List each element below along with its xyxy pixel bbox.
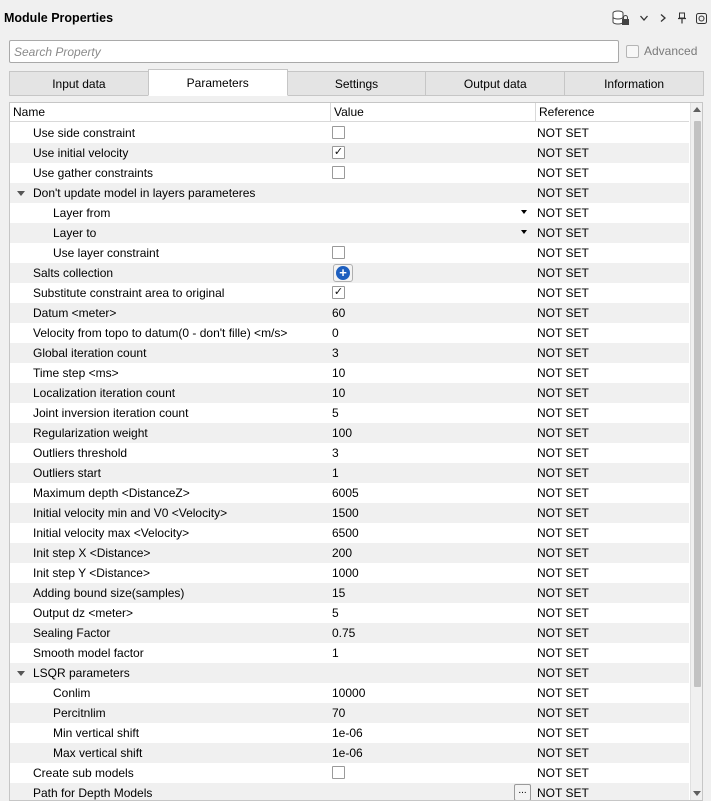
property-row[interactable]	[10, 623, 689, 643]
property-reference[interactable]: NOT SET	[537, 706, 589, 720]
property-value[interactable]: 6005	[332, 486, 359, 500]
property-reference[interactable]: NOT SET	[537, 726, 589, 740]
property-value-cell[interactable]	[331, 783, 534, 801]
property-value[interactable]: 100	[332, 426, 353, 440]
header-value[interactable]: Value	[331, 103, 536, 122]
property-name-cell	[10, 383, 330, 403]
expand-toggle-icon[interactable]	[16, 183, 26, 203]
property-row[interactable]	[10, 783, 689, 801]
property-reference[interactable]: NOT SET	[537, 546, 589, 560]
property-value-cell[interactable]	[331, 463, 534, 483]
property-name-cell	[10, 583, 330, 603]
property-value-cell[interactable]	[331, 183, 534, 203]
property-value-cell[interactable]	[331, 663, 534, 683]
add-collection-button[interactable]	[333, 264, 353, 282]
property-name-cell	[10, 743, 330, 763]
property-value[interactable]: 6500	[332, 526, 359, 540]
property-label: Regularization weight	[33, 426, 148, 440]
property-name-cell	[10, 703, 330, 723]
property-value-cell[interactable]	[331, 243, 534, 263]
property-reference[interactable]: NOT SET	[537, 326, 589, 340]
property-value[interactable]: 1e-06	[332, 726, 363, 740]
property-value[interactable]: 10	[332, 366, 346, 380]
property-value-cell[interactable]	[331, 563, 534, 583]
grid-header	[10, 103, 689, 122]
property-value-cell[interactable]	[331, 623, 534, 643]
property-row[interactable]	[10, 403, 689, 423]
property-row[interactable]	[10, 443, 689, 463]
property-value-cell[interactable]	[331, 603, 534, 623]
property-name-cell	[10, 563, 330, 583]
property-label: Use layer constraint	[53, 246, 160, 260]
property-name-cell	[10, 643, 330, 663]
property-value-cell[interactable]	[331, 523, 534, 543]
property-reference[interactable]: NOT SET	[537, 506, 589, 520]
property-value-cell[interactable]	[331, 263, 534, 283]
property-value-cell[interactable]	[331, 403, 534, 423]
property-label: Maximum depth <DistanceZ>	[33, 486, 190, 500]
property-row[interactable]	[10, 283, 689, 303]
tab-information[interactable]: Information	[564, 71, 704, 96]
property-row[interactable]	[10, 763, 689, 783]
vertical-scrollbar[interactable]	[690, 103, 703, 800]
property-reference[interactable]: NOT SET	[537, 646, 589, 660]
property-row[interactable]	[10, 123, 689, 143]
property-name-cell	[10, 503, 330, 523]
property-label: Salts collection	[33, 266, 114, 280]
property-checkbox[interactable]	[332, 246, 345, 259]
property-value[interactable]: 70	[332, 706, 346, 720]
property-reference[interactable]: NOT SET	[537, 226, 589, 240]
property-label: Time step <ms>	[33, 366, 119, 380]
database-lock-icon[interactable]	[612, 10, 630, 26]
property-name-cell	[10, 783, 330, 801]
property-reference[interactable]: NOT SET	[537, 526, 589, 540]
property-value-cell[interactable]	[331, 643, 534, 663]
property-checkbox[interactable]: ✓	[333, 286, 344, 298]
property-value[interactable]: 60	[332, 306, 346, 320]
property-value-cell[interactable]	[331, 483, 534, 503]
property-value[interactable]: 200	[332, 546, 353, 560]
title-bar-icons	[612, 9, 707, 27]
property-value-cell[interactable]	[331, 583, 534, 603]
property-row[interactable]	[10, 703, 689, 723]
property-label: Conlim	[53, 686, 91, 700]
property-value-cell[interactable]	[331, 283, 534, 303]
property-label: Output dz <meter>	[33, 606, 134, 620]
property-reference[interactable]: NOT SET	[537, 406, 589, 420]
property-name-cell	[10, 283, 330, 303]
property-reference[interactable]: NOT SET	[537, 166, 589, 180]
property-value[interactable]: 3	[332, 446, 339, 460]
property-label: Max vertical shift	[53, 746, 143, 760]
property-row[interactable]	[10, 743, 689, 763]
property-value[interactable]: 1000	[332, 566, 359, 580]
property-value[interactable]: 1	[332, 466, 339, 480]
chevron-right-icon[interactable]	[658, 10, 668, 26]
property-label: Use side constraint	[33, 126, 136, 140]
property-name-cell	[10, 203, 330, 223]
property-name-cell	[10, 163, 330, 183]
property-reference[interactable]: NOT SET	[537, 686, 589, 700]
property-name-cell	[10, 623, 330, 643]
property-value-cell[interactable]	[331, 223, 534, 243]
property-name-cell	[10, 343, 330, 363]
property-reference[interactable]: NOT SET	[537, 446, 589, 460]
property-value-cell[interactable]	[331, 363, 534, 383]
property-name-cell	[10, 323, 330, 343]
property-name-cell	[10, 443, 330, 463]
property-name-cell	[10, 263, 330, 283]
property-name-cell	[10, 123, 330, 143]
property-grid	[9, 102, 703, 801]
property-name-cell	[10, 763, 330, 783]
search-box[interactable]	[9, 40, 619, 63]
property-reference[interactable]: NOT SET	[537, 146, 589, 160]
property-value-cell[interactable]	[331, 203, 534, 223]
property-value-cell[interactable]	[331, 543, 534, 563]
scrollbar-thumb[interactable]	[694, 121, 701, 687]
property-row[interactable]	[10, 503, 689, 523]
property-value-cell[interactable]	[331, 303, 534, 323]
property-row[interactable]	[10, 223, 689, 243]
property-row[interactable]	[10, 383, 689, 403]
property-label: Smooth model factor	[33, 646, 144, 660]
property-row[interactable]	[10, 163, 689, 183]
property-value-cell[interactable]	[331, 423, 534, 443]
property-row[interactable]	[10, 583, 689, 603]
property-reference[interactable]: NOT SET	[537, 286, 589, 300]
property-value-cell[interactable]	[331, 123, 534, 143]
property-name-cell	[10, 683, 330, 703]
property-name-cell	[10, 483, 330, 503]
property-reference[interactable]: NOT SET	[537, 246, 589, 260]
property-label: Datum <meter>	[33, 306, 117, 320]
property-name-cell	[10, 543, 330, 563]
tab-output-data[interactable]: Output data	[425, 71, 565, 96]
property-label: Don't update model in layers parameteres	[33, 186, 256, 200]
property-reference[interactable]: NOT SET	[537, 766, 589, 780]
property-row[interactable]	[10, 203, 689, 223]
scroll-up-icon[interactable]	[693, 107, 701, 112]
property-row[interactable]	[10, 143, 689, 163]
property-name-cell	[10, 223, 330, 243]
property-value[interactable]: 10000	[332, 686, 366, 700]
chevron-down-icon[interactable]	[639, 10, 649, 26]
property-reference[interactable]: NOT SET	[537, 746, 589, 760]
property-value[interactable]: 3	[332, 346, 339, 360]
property-row[interactable]	[10, 343, 689, 363]
property-name-cell	[10, 663, 330, 683]
property-label: Velocity from topo to datum(0 - don't fille) <m/s>	[33, 326, 288, 340]
property-reference[interactable]: NOT SET	[537, 786, 589, 800]
dropdown-arrow-icon[interactable]	[521, 210, 527, 214]
property-value-cell[interactable]	[331, 703, 534, 723]
property-row[interactable]	[10, 323, 689, 343]
property-name-cell	[10, 143, 330, 163]
property-name-cell	[10, 403, 330, 423]
property-value-cell[interactable]	[331, 763, 534, 783]
property-row[interactable]	[10, 363, 689, 383]
advanced-checkbox[interactable]	[626, 45, 639, 58]
property-name-cell	[10, 423, 330, 443]
property-value-cell[interactable]	[331, 143, 534, 163]
property-value[interactable]: 5	[332, 406, 339, 420]
close-icon[interactable]	[696, 10, 707, 26]
property-label: Init step Y <Distance>	[33, 566, 150, 580]
scroll-down-icon[interactable]	[693, 791, 701, 796]
property-label: Substitute constraint area to original	[33, 286, 225, 300]
property-value[interactable]: 5	[332, 606, 339, 620]
property-value-cell[interactable]	[331, 323, 534, 343]
property-row[interactable]	[10, 683, 689, 703]
property-checkbox[interactable]	[332, 166, 345, 179]
property-value[interactable]: 0	[332, 326, 339, 340]
property-label: Init step X <Distance>	[33, 546, 151, 560]
property-label: Layer from	[53, 206, 111, 220]
property-row[interactable]	[10, 483, 689, 503]
property-checkbox[interactable]	[332, 126, 345, 139]
property-label: Percitnlim	[53, 706, 106, 720]
advanced-label: Advanced	[644, 44, 698, 58]
property-value[interactable]: 1500	[332, 506, 359, 520]
property-row[interactable]	[10, 243, 689, 263]
property-label: Min vertical shift	[53, 726, 140, 740]
property-checkbox[interactable]	[332, 766, 345, 779]
property-name-cell	[10, 603, 330, 623]
property-value-cell[interactable]	[331, 163, 534, 183]
property-row[interactable]	[10, 643, 689, 663]
property-value[interactable]: 1e-06	[332, 746, 363, 760]
tab-parameters[interactable]: Parameters	[148, 69, 288, 96]
property-name-cell	[10, 463, 330, 483]
property-row[interactable]	[10, 303, 689, 323]
property-label: Outliers threshold	[33, 446, 128, 460]
property-value[interactable]: 0.75	[332, 626, 356, 640]
property-value[interactable]: 10	[332, 386, 346, 400]
property-reference[interactable]: NOT SET	[537, 626, 589, 640]
dropdown-arrow-icon[interactable]	[521, 230, 527, 234]
property-label: Initial velocity min and V0 <Velocity>	[33, 506, 228, 520]
property-reference[interactable]: NOT SET	[537, 566, 589, 580]
property-reference[interactable]: NOT SET	[537, 126, 589, 140]
property-reference[interactable]: NOT SET	[537, 206, 589, 220]
property-value-cell[interactable]	[331, 683, 534, 703]
property-reference[interactable]: NOT SET	[537, 186, 589, 200]
property-name-cell	[10, 523, 330, 543]
property-name-cell	[10, 723, 330, 743]
advanced-toggle[interactable]	[626, 44, 697, 58]
pin-icon[interactable]	[677, 10, 687, 26]
property-name-cell	[10, 303, 330, 323]
title-bar	[0, 0, 711, 36]
property-group-row[interactable]	[10, 663, 689, 683]
grid-rows	[10, 123, 689, 801]
property-value-cell[interactable]	[331, 743, 534, 763]
search-input[interactable]	[10, 41, 618, 62]
property-reference[interactable]: NOT SET	[537, 426, 589, 440]
property-reference[interactable]: NOT SET	[537, 586, 589, 600]
property-label: Path for Depth Models	[33, 786, 153, 800]
property-label: Localization iteration count	[33, 386, 176, 400]
property-row[interactable]	[10, 423, 689, 443]
property-reference[interactable]: NOT SET	[537, 486, 589, 500]
property-row[interactable]	[10, 563, 689, 583]
property-value[interactable]: 1	[332, 646, 339, 660]
property-group-row[interactable]	[10, 183, 689, 203]
property-label: Create sub models	[33, 766, 134, 780]
window-title: Module Properties	[4, 11, 114, 25]
property-value-cell[interactable]	[331, 443, 534, 463]
property-label: Layer to	[53, 226, 97, 240]
property-value-cell[interactable]	[331, 723, 534, 743]
property-row[interactable]	[10, 263, 689, 283]
property-label: Use gather constraints	[33, 166, 154, 180]
property-reference[interactable]: NOT SET	[537, 266, 589, 280]
header-reference[interactable]: Reference	[539, 105, 595, 119]
property-row[interactable]	[10, 723, 689, 743]
property-value[interactable]: 15	[332, 586, 346, 600]
property-value-cell[interactable]	[331, 343, 534, 363]
property-row[interactable]	[10, 603, 689, 623]
property-label: Sealing Factor	[33, 626, 111, 640]
property-label: Joint inversion iteration count	[33, 406, 189, 420]
tab-settings[interactable]: Settings	[287, 71, 427, 96]
property-label: Outliers start	[33, 466, 102, 480]
expand-toggle-icon[interactable]	[16, 663, 26, 683]
property-name-cell	[10, 243, 330, 263]
property-checkbox[interactable]: ✓	[333, 146, 344, 158]
property-reference[interactable]: NOT SET	[537, 466, 589, 480]
browse-button[interactable]: ...	[514, 784, 531, 801]
tab-bar	[9, 70, 703, 96]
property-value-cell[interactable]	[331, 383, 534, 403]
property-reference[interactable]: NOT SET	[537, 606, 589, 620]
property-row[interactable]	[10, 463, 689, 483]
property-label: Adding bound size(samples)	[33, 586, 185, 600]
tab-input-data[interactable]: Input data	[9, 71, 149, 96]
property-reference[interactable]: NOT SET	[537, 666, 589, 680]
property-label: Global iteration count	[33, 346, 147, 360]
property-label: Initial velocity max <Velocity>	[33, 526, 190, 540]
property-row[interactable]	[10, 543, 689, 563]
property-row[interactable]	[10, 523, 689, 543]
property-label: Use initial velocity	[33, 146, 129, 160]
property-label: LSQR parameters	[33, 666, 130, 680]
plus-icon: +	[336, 266, 350, 280]
property-reference[interactable]: NOT SET	[537, 366, 589, 380]
property-reference[interactable]: NOT SET	[537, 306, 589, 320]
property-name-cell	[10, 363, 330, 383]
property-value-cell[interactable]	[331, 503, 534, 523]
header-name[interactable]: Name	[10, 103, 331, 122]
property-reference[interactable]: NOT SET	[537, 386, 589, 400]
property-reference[interactable]: NOT SET	[537, 346, 589, 360]
property-name-cell	[10, 183, 330, 203]
